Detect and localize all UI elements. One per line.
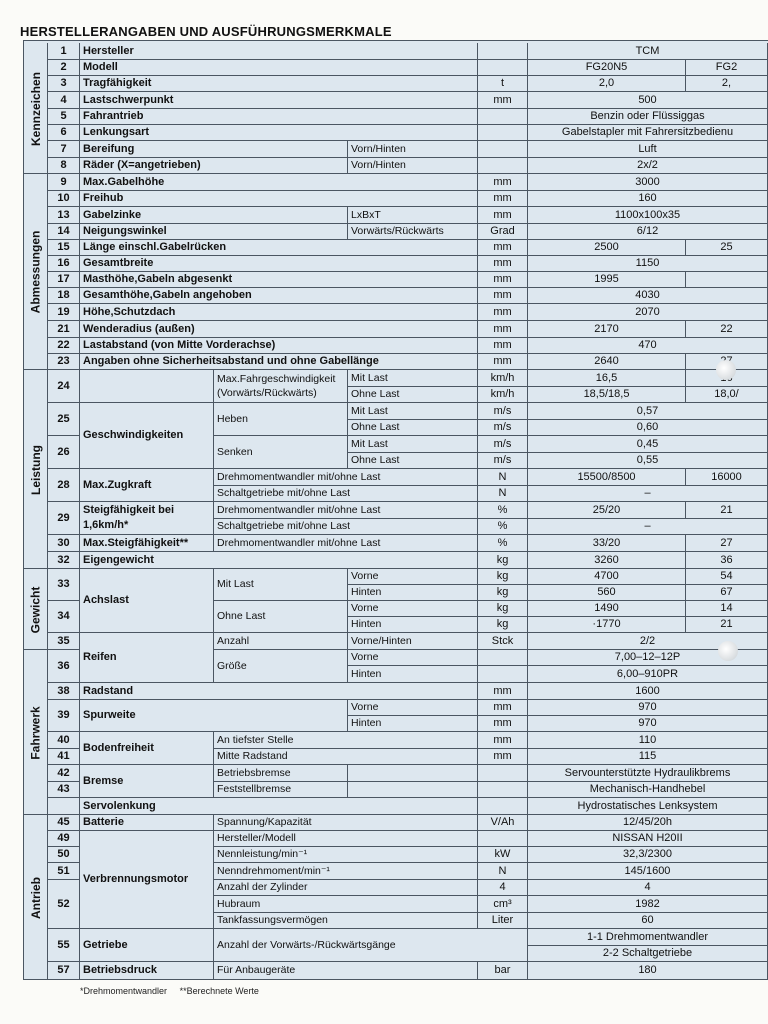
row-number: 15 [48,240,80,256]
section-label: Antrieb [28,876,43,919]
value-cell: 16,5 [528,370,686,387]
sublabel-ohne-last: Ohne Last [214,601,348,633]
row-number: 4 [48,92,80,109]
row-sublabel: Vorne/Hinten [348,633,478,650]
unit-cell: mm [478,174,528,191]
value-cell: 470 [528,338,768,354]
value-cell: 18,5/18,5 [528,387,686,403]
row-sublabel: Vorne [348,650,478,666]
value-cell: 2170 [528,321,686,338]
row-label: Lenkungsart [80,125,478,141]
value-cell-2: 36 [686,552,768,569]
row-label: Angaben ohne Sicherheitsabstand und ohne Gabellänge [80,354,478,370]
row-number: 14 [48,224,80,240]
value-cell-2: FG2 [686,60,768,76]
value-cell: 110 [528,732,768,749]
unit-cell [478,798,528,815]
section-label: Gewicht [28,586,43,633]
row-sublabel: Vorne [348,700,478,716]
row-number: 39 [48,700,80,732]
row-label: Freihub [80,191,478,207]
unit-cell: kg [478,552,528,569]
unit-cell: mm [478,683,528,700]
row-number: 13 [48,207,80,224]
value-cell: 33/20 [528,535,686,552]
unit-cell [478,109,528,125]
unit-cell: % [478,502,528,519]
value-cell: 970 [528,716,768,732]
glare-spot [716,360,736,380]
unit-cell: mm [478,354,528,370]
unit-cell: Grad [478,224,528,240]
unit-cell: km/h [478,370,528,387]
value-cell: – [528,486,768,502]
value-cell: 1150 [528,256,768,272]
row-label: Länge einschl.Gabelrücken [80,240,478,256]
unit-cell [478,831,528,847]
row-label: Spurweite [80,700,348,732]
row-label: Max.Zugkraft [80,469,214,502]
section-label: Leistung [28,444,43,495]
row-number: 38 [48,683,80,700]
row-sublabel: Anzahl [214,633,348,650]
section-cell [23,815,48,980]
row-number: 6 [48,125,80,141]
row-sublabel: Hinten [348,666,478,683]
unit-cell: m/s [478,453,528,469]
row-sublabel [348,765,478,782]
unit-cell: N [478,469,528,486]
value-cell: ·1770 [528,617,686,633]
row-number: 25 [48,403,80,436]
section-cell [23,569,48,650]
value-cell: 12/45/20h [528,815,768,831]
row-number: 33 [48,569,80,601]
row-number: 51 [48,863,80,880]
row-number: 1 [48,43,80,60]
value-cell-2: 2, [686,76,768,92]
row-sublabel: Hinten [348,716,478,732]
sublabel-load: Ohne Last [348,420,478,436]
unit-cell: mm [478,256,528,272]
row-sublabel: Größe [214,650,348,683]
row-label-line: 1,6km/h* [83,519,129,531]
value-cell: 0,60 [528,420,768,436]
value-cell: 1995 [528,272,686,288]
sublabel-load: Mit Last [348,436,478,453]
row-sublabel: Vorn/Hinten [348,141,478,158]
row-number [48,798,80,815]
value-cell: NISSAN H20II [528,831,768,847]
sublabel-load: Mit Last [348,403,478,420]
row-number: 21 [48,321,80,338]
unit-cell: mm [478,92,528,109]
row-sublabel: Tankfassungsvermögen [214,913,478,929]
footnote-calculated: **Berechnete Werte [179,986,259,996]
row-number: 42 [48,765,80,782]
unit-cell: kg [478,569,528,585]
row-label: Eigengewicht [80,552,478,569]
row-label: Bremse [80,765,214,798]
unit-cell: kg [478,601,528,617]
row-sublabel: Schaltgetriebe mit/ohne Last [214,486,478,502]
value-cell: 500 [528,92,768,109]
row-label: Lastschwerpunkt [80,92,478,109]
unit-cell: mm [478,700,528,716]
row-sublabel: Nenndrehmoment/min⁻¹ [214,863,478,880]
section-label: Abmessungen [28,230,43,314]
value-cell: 4700 [528,569,686,585]
unit-cell [478,43,528,60]
row-label: Gesamthöhe,Gabeln angehoben [80,288,478,304]
row-sublabel: Vorn/Hinten [348,158,478,174]
section-cell [23,174,48,370]
sublabel-axle: Hinten [348,617,478,633]
row-number: 2 [48,60,80,76]
row-sublabel: Drehmomentwandler mit/ohne Last [214,469,478,486]
unit-cell: m/s [478,420,528,436]
value-cell: 1982 [528,896,768,913]
row-label [80,370,214,403]
unit-cell: m/s [478,403,528,420]
value-cell: 60 [528,913,768,929]
value-cell: 560 [528,585,686,601]
row-sublabel: Hubraum [214,896,478,913]
value-cell: 145/1600 [528,863,768,880]
value-cell: Mechanisch-Handhebel [528,782,768,798]
unit-cell [478,141,528,158]
unit-cell: kg [478,585,528,601]
unit-cell: % [478,519,528,535]
row-number: 40 [48,732,80,749]
unit-cell [478,125,528,141]
value-cell: 0,57 [528,403,768,420]
row-sublabel: Betriebsbremse [214,765,348,782]
row-number: 26 [48,436,80,469]
glare-spot [718,641,738,661]
value-cell-2: 67 [686,585,768,601]
unit-cell: bar [478,962,528,980]
unit-cell: mm [478,191,528,207]
unit-cell: mm [478,321,528,338]
row-label [80,502,214,535]
row-label: Modell [80,60,478,76]
row-label: Achslast [80,569,214,633]
unit-cell: mm [478,749,528,765]
footnote-torque-converter: *Drehmomentwandler [80,986,168,996]
row-label: Lastabstand (von Mitte Vorderachse) [80,338,478,354]
unit-cell: 4 [478,880,528,896]
row-number: 7 [48,141,80,158]
unit-cell: kW [478,847,528,863]
row-number: 35 [48,633,80,650]
sublabel-axle: Hinten [348,585,478,601]
value-cell-2: 14 [686,601,768,617]
row-number: 50 [48,847,80,863]
row-label: Max.Gabelhöhe [80,174,478,191]
row-number: 10 [48,191,80,207]
row-label: Masthöhe,Gabeln abgesenkt [80,272,478,288]
row-number: 49 [48,831,80,847]
unit-cell: mm [478,732,528,749]
value-cell: 2x/2 [528,158,768,174]
sublabel-ohne-last: Ohne Last [348,387,478,403]
unit-cell: mm [478,338,528,354]
value-cell: 115 [528,749,768,765]
row-label-line: Steigfähigkeit bei [83,504,175,516]
row-sublabel: Hersteller/Modell [214,831,478,847]
row-sublabel: An tiefster Stelle [214,732,478,749]
row-label: Gabelzinke [80,207,348,224]
value-cell: 1600 [528,683,768,700]
value-cell-2: 54 [686,569,768,585]
sublabel-axle: Vorne [348,601,478,617]
value-cell: 970 [528,700,768,716]
unit-cell: mm [478,304,528,321]
unit-cell: Liter [478,913,528,929]
unit-cell: N [478,486,528,502]
sublabel-mit-last: Mit Last [214,569,348,601]
value-cell: 180 [528,962,768,980]
unit-cell: mm [478,207,528,224]
section-cell [23,650,48,815]
row-number: 19 [48,304,80,321]
value-cell-2: 21 [686,502,768,519]
value-cell-2: 16000 [686,469,768,486]
value-cell: Luft [528,141,768,158]
row-label: Höhe,Schutzdach [80,304,478,321]
unit-cell: km/h [478,387,528,403]
row-sublabel: Drehmomentwandler mit/ohne Last [214,502,478,519]
value-cell-2: 18,0/ [686,387,768,403]
value-cell: 6/12 [528,224,768,240]
row-label: Servolenkung [80,798,478,815]
row-label: Bereifung [80,141,348,158]
row-sublabel: Für Anbaugeräte [214,962,478,980]
row-number: 32 [48,552,80,569]
unit-cell: mm [478,240,528,256]
row-number: 23 [48,354,80,370]
value-cell: 4030 [528,288,768,304]
row-sublabel: Feststellbremse [214,782,348,798]
sublabel-heben: Heben [214,403,348,436]
value-cell: 3260 [528,552,686,569]
value-cell: 2500 [528,240,686,256]
section-cell [23,370,48,569]
value-cell: 2640 [528,354,686,370]
row-label: Batterie [80,815,214,831]
row-label: Getriebe [80,929,214,962]
sublabel-axle: Vorne [348,569,478,585]
value-cell: 160 [528,191,768,207]
unit-cell: mm [478,272,528,288]
row-number: 28 [48,469,80,502]
row-label: Geschwindigkeiten [80,403,214,469]
row-sublabel: LxBxT [348,207,478,224]
value-cell: – [528,519,768,535]
row-label: Bodenfreiheit [80,732,214,765]
row-number: 8 [48,158,80,174]
value-cell: 2,0 [528,76,686,92]
row-label: Wenderadius (außen) [80,321,478,338]
section-label: Kennzeichen [28,71,43,146]
section-label: Fahrwerk [28,705,43,760]
sublabel-mit-last: Mit Last [348,370,478,387]
row-number: 22 [48,338,80,354]
sublabel-senken: Senken [214,436,348,469]
row-label: Radstand [80,683,478,700]
sublabel-load: Ohne Last [348,453,478,469]
value-cell: Benzin oder Flüssiggas [528,109,768,125]
row-number: 17 [48,272,80,288]
value-cell: 25/20 [528,502,686,519]
row-label: Max.Steigfähigkeit** [80,535,214,552]
value-cell: 15500/8500 [528,469,686,486]
section-cell [23,43,48,174]
value-cell: 1100x100x35 [528,207,768,224]
value-cell: Gabelstapler mit Fahrersitzbedienu [528,125,768,141]
row-number: 30 [48,535,80,552]
page-title: HERSTELLERANGABEN UND AUSFÜHRUNGSMERKMALE [20,24,392,39]
unit-cell [478,650,528,666]
row-number: 52 [48,880,80,929]
unit-cell [478,765,528,782]
unit-cell: m/s [478,436,528,453]
value-cell: 2-2 Schaltgetriebe [528,946,768,962]
unit-cell [478,158,528,174]
row-sublabel: Nennleistung/min⁻¹ [214,847,478,863]
unit-cell: Stck [478,633,528,650]
value-cell: 6,00–910PR [528,666,768,683]
value-cell: Servounterstützte Hydraulikbrems [528,765,768,782]
value-cell: 7,00–12–12P [528,650,768,666]
row-number: 36 [48,650,80,683]
row-sublabel: Drehmomentwandler mit/ohne Last [214,535,478,552]
row-label: Gesamtbreite [80,256,478,272]
value-cell: 0,45 [528,436,768,453]
unit-cell: V/Ah [478,815,528,831]
value-cell: 3000 [528,174,768,191]
row-number: 24 [48,370,80,403]
unit-cell: % [478,535,528,552]
value-cell: 2/2 [528,633,768,650]
value-cell: Hydrostatisches Lenksystem [528,798,768,815]
value-cell: 0,55 [528,453,768,469]
row-label: Tragfähigkeit [80,76,478,92]
row-sublabel: Spannung/Kapazität [214,815,478,831]
row-number: 16 [48,256,80,272]
value-cell: 2070 [528,304,768,321]
unit-cell [478,666,528,683]
row-sublabel: Max.Fahrgeschwindigkeit (Vorwärts/Rückwärts) [214,370,348,403]
row-number: 3 [48,76,80,92]
value-cell-2: 22 [686,321,768,338]
value-cell: 1490 [528,601,686,617]
row-number: 45 [48,815,80,831]
row-number: 29 [48,502,80,535]
value-cell-2: 25 [686,240,768,256]
row-sublabel [348,782,478,798]
unit-cell [478,782,528,798]
row-number: 55 [48,929,80,962]
row-number: 57 [48,962,80,980]
unit-cell: mm [478,288,528,304]
value-cell-2: 21 [686,617,768,633]
unit-cell: N [478,863,528,880]
value-cell: 4 [528,880,768,896]
footnotes [80,986,269,996]
unit-cell: cm³ [478,896,528,913]
row-number: 18 [48,288,80,304]
row-number: 34 [48,601,80,633]
value-cell-2: 27 [686,535,768,552]
row-sublabel: Anzahl der Zylinder [214,880,478,896]
specification-table [23,40,768,980]
row-sublabel: Mitte Radstand [214,749,478,765]
row-label: Hersteller [80,43,478,60]
unit-cell: mm [478,716,528,732]
row-label: Verbrennungsmotor [80,831,214,929]
row-sublabel: Anzahl der Vorwärts-/Rückwärtsgänge [214,929,528,962]
value-cell: TCM [528,43,768,60]
unit-cell [478,60,528,76]
row-sublabel: Vorwärts/Rückwärts [348,224,478,240]
row-number: 41 [48,749,80,765]
row-label: Fahrantrieb [80,109,478,125]
value-cell: 1-1 Drehmomentwandler [528,929,768,946]
row-label: Räder (X=angetrieben) [80,158,348,174]
value-cell-2 [686,272,768,288]
value-cell: FG20N5 [528,60,686,76]
row-number: 9 [48,174,80,191]
row-label: Neigungswinkel [80,224,348,240]
unit-cell: kg [478,617,528,633]
row-number: 5 [48,109,80,125]
value-cell: 32,3/2300 [528,847,768,863]
row-label: Reifen [80,633,214,683]
row-label: Betriebsdruck [80,962,214,980]
row-sublabel: Schaltgetriebe mit/ohne Last [214,519,478,535]
unit-cell: t [478,76,528,92]
row-number: 43 [48,782,80,798]
